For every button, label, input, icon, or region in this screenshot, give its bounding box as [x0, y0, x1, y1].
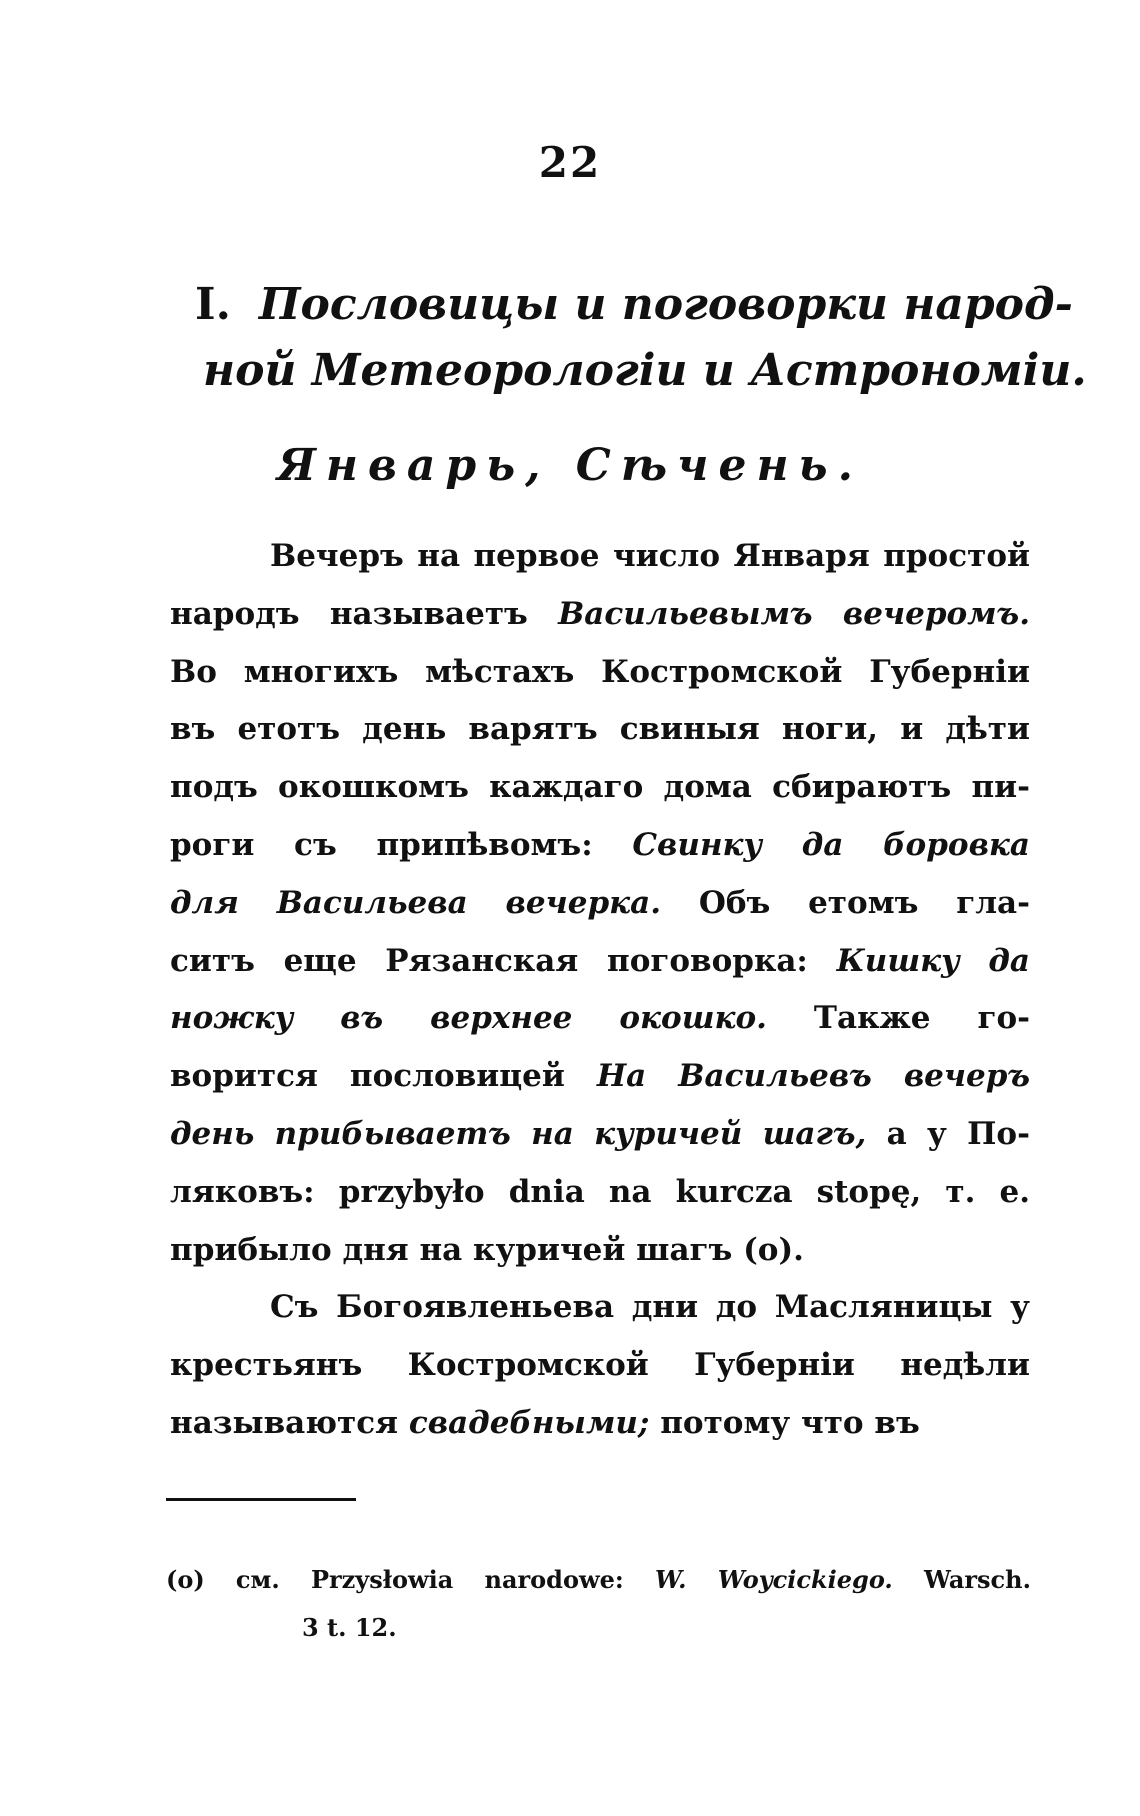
- text-segment: прибыло дня на куричей шагъ (о).: [170, 1231, 804, 1268]
- text-segment: крестьянъ Костромской Губернiи недѣли: [170, 1347, 1030, 1384]
- text-line: [170, 759, 1030, 817]
- page-number: 22: [538, 138, 602, 187]
- section-heading-text-1: Пословицы и поговорки народ-: [258, 279, 1073, 330]
- italic-phrase: Кишку да: [836, 942, 1030, 979]
- text-segment: Съ Богоявленьева дни до Масляницы у: [270, 1289, 1030, 1326]
- text-line: [170, 1164, 1030, 1222]
- body-text: [170, 528, 1030, 1453]
- footnote-divider: [166, 1498, 356, 1501]
- text-segment: называются: [170, 1404, 409, 1441]
- paragraph-1: [170, 528, 1030, 1279]
- text-segment: Объ етомъ гла-: [661, 884, 1031, 921]
- section-number: I.: [195, 279, 231, 330]
- italic-phrase: для Васильева вечерка.: [170, 884, 662, 921]
- italic-phrase: На Васильевъ вечеръ: [596, 1058, 1030, 1095]
- section-heading-line-2: ной Метеорологiи и Астрономiи.: [203, 345, 1087, 396]
- text-line: [170, 817, 1030, 875]
- italic-phrase: ножку въ верхнее окошко.: [170, 1000, 767, 1037]
- italic-phrase: Свинку да боровка: [632, 826, 1030, 863]
- text-line: [170, 1337, 1030, 1395]
- text-segment: Во многихъ мѣстахъ Костромской Губернiи: [170, 653, 1030, 690]
- text-line: [170, 1222, 1030, 1280]
- text-line: [170, 644, 1030, 702]
- italic-phrase: день прибываетъ на куричей шагъ,: [170, 1115, 867, 1152]
- paragraph-2: [170, 1279, 1030, 1452]
- footnote-text-post: Warsch.: [892, 1565, 1031, 1594]
- text-segment: Вечеръ на первое число Января простой: [270, 538, 1030, 574]
- section-heading: [195, 272, 1087, 404]
- section-heading-line-1: [195, 272, 1073, 338]
- text-line: [170, 1048, 1030, 1106]
- text-line: [170, 586, 1030, 644]
- text-line: [170, 933, 1030, 991]
- text-segment: а у По-: [866, 1115, 1030, 1152]
- footnote-line-2: 3 t. 12.: [302, 1613, 397, 1642]
- text-line: [170, 875, 1030, 933]
- footnote-line-1: [166, 1556, 1031, 1604]
- text-segment: роги съ припѣвомъ:: [170, 826, 633, 863]
- month-title: Январь, Сѣчень.: [277, 440, 863, 491]
- text-line: [170, 990, 1030, 1048]
- text-segment: ситъ еще Рязанская поговорка:: [170, 942, 837, 979]
- footnote-text-pre: (о) см. Przysłowia narodowe:: [166, 1565, 655, 1594]
- italic-phrase: Васильевымъ вечеромъ.: [558, 595, 1030, 632]
- text-line: [170, 701, 1030, 759]
- text-line: [170, 1395, 1030, 1453]
- text-segment: ляковъ: przybyło dnia na kurcza stopę, т. е.: [170, 1173, 1030, 1210]
- text-segment: народъ называетъ: [170, 595, 559, 632]
- text-segment: ворится пословицей: [170, 1058, 597, 1095]
- text-segment: Также го-: [766, 1000, 1030, 1037]
- italic-phrase: свадебными;: [408, 1404, 650, 1441]
- text-line: [170, 528, 1030, 586]
- text-line: [170, 1106, 1030, 1164]
- footnote: [166, 1556, 1031, 1652]
- text-line: [170, 1279, 1030, 1337]
- footnote-author: W. Woycickiego.: [654, 1565, 893, 1594]
- text-segment: подъ окошкомъ каждаго дома сбираютъ пи-: [170, 769, 1030, 806]
- text-segment: въ етотъ день варятъ свиныя ноги, и дѣти: [170, 711, 1030, 748]
- text-segment: потому что въ: [649, 1404, 920, 1441]
